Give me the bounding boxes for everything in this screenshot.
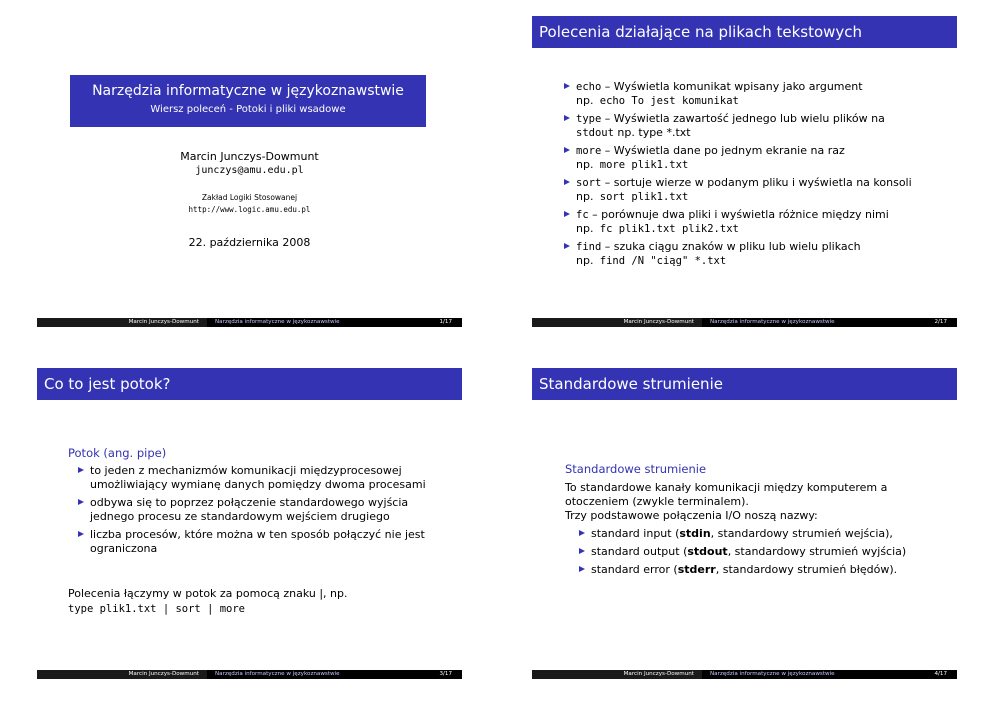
author-name: Marcin Junczys-Dowmunt bbox=[180, 150, 319, 163]
command-example: np. type *.txt bbox=[613, 126, 691, 139]
bullet-triangle-icon bbox=[564, 211, 570, 217]
bullet-triangle-icon bbox=[78, 531, 84, 537]
example-prefix: np. bbox=[576, 94, 594, 107]
page-number: 2/17 bbox=[934, 319, 947, 325]
frame-title: Polecenia działające na plikach tekstowych bbox=[532, 16, 957, 48]
bullet-triangle-icon bbox=[564, 243, 570, 249]
example-prefix: np. bbox=[576, 158, 594, 171]
command-name: find bbox=[576, 241, 602, 253]
pipe-example: type plik1.txt | sort | more bbox=[68, 603, 246, 615]
list-item-line: liczba procesów, które można w ten sposób połączyć nie jest bbox=[90, 528, 425, 541]
command-name: sort bbox=[576, 177, 602, 189]
command-description: – Wyświetla komunikat wpisany jako argument bbox=[601, 80, 863, 93]
list-item bbox=[562, 144, 952, 172]
bullet-triangle-icon bbox=[78, 467, 84, 473]
list-item bbox=[562, 80, 952, 108]
presentation-subtitle: Wiersz poleceń - Potoki i pliki wsadowe bbox=[150, 104, 346, 115]
list-item bbox=[562, 112, 952, 140]
pipe-list bbox=[76, 464, 456, 556]
command-name: fc bbox=[576, 209, 589, 221]
list-item-line: to jeden z mechanizmów komunikacji międzyprocesowej bbox=[90, 464, 402, 477]
institute-url: http://www.logic.amu.edu.pl bbox=[188, 205, 311, 214]
footer-title: Narzędzia informatyczne w językoznawstwie bbox=[702, 318, 957, 327]
command-description: – Wyświetla dane po jednym ekranie na raz bbox=[601, 144, 845, 157]
bullet-triangle-icon bbox=[579, 548, 585, 554]
bullet-triangle-icon bbox=[564, 83, 570, 89]
author-email: junczys@amu.edu.pl bbox=[195, 165, 304, 176]
block-title: Standardowe strumienie bbox=[565, 462, 707, 476]
list-item bbox=[562, 240, 952, 268]
list-item-text: , standardowy strumień wejścia), bbox=[710, 527, 893, 540]
command-example: find /N "ciąg" *.txt bbox=[593, 255, 727, 267]
footer-author: Marcin Junczys-Dowmunt bbox=[532, 670, 702, 679]
footer-author: Marcin Junczys-Dowmunt bbox=[532, 318, 702, 327]
command-name: echo bbox=[576, 81, 602, 93]
stream-name: stderr bbox=[677, 563, 716, 576]
command-example: fc plik1.txt plik2.txt bbox=[593, 223, 739, 235]
paragraph-line: Trzy podstawowe połączenia I/O noszą nazwy: bbox=[565, 509, 818, 522]
command-description: – szuka ciągu znaków w pliku lub wielu plikach bbox=[601, 240, 861, 253]
footer-title: Narzędzia informatyczne w językoznawstwie bbox=[702, 670, 957, 679]
footer-author: Marcin Junczys-Dowmunt bbox=[37, 318, 207, 327]
footer bbox=[37, 318, 462, 327]
footer bbox=[532, 670, 957, 679]
bullet-triangle-icon bbox=[564, 179, 570, 185]
example-prefix: np. bbox=[576, 254, 594, 267]
list-item bbox=[76, 496, 456, 524]
command-example: echo To jest komunikat bbox=[593, 95, 739, 107]
presentation-date: 22. października 2008 bbox=[188, 236, 311, 249]
footer bbox=[532, 318, 957, 327]
list-item bbox=[76, 464, 456, 492]
list-item-text: standard error ( bbox=[591, 563, 678, 576]
paragraph-line: otoczeniem (zwykle terminalem). bbox=[565, 495, 749, 508]
list-item-line: jednego procesu ze standardowym wejściem drugiego bbox=[90, 510, 390, 523]
list-item-text: , standardowy strumień wyjścia) bbox=[727, 545, 907, 558]
list-item bbox=[76, 528, 456, 556]
command-list bbox=[562, 80, 952, 268]
example-prefix: stdout bbox=[576, 127, 614, 139]
streams-list bbox=[577, 527, 952, 577]
bullet-triangle-icon bbox=[579, 530, 585, 536]
list-item-line: ograniczona bbox=[90, 542, 158, 555]
slide-4 bbox=[532, 368, 957, 679]
list-item bbox=[577, 545, 952, 559]
stream-name: stdin bbox=[679, 527, 711, 540]
command-description: – Wyświetla zawartość jednego lub wielu plików na bbox=[601, 112, 885, 125]
stream-name: stdout bbox=[687, 545, 728, 558]
list-item-text: , standardowy strumień błędów). bbox=[715, 563, 898, 576]
list-item-text: standard output ( bbox=[591, 545, 688, 558]
list-item-text: standard input ( bbox=[591, 527, 680, 540]
footer-title: Narzędzia informatyczne w językoznawstwie bbox=[207, 670, 462, 679]
list-item bbox=[562, 176, 952, 204]
slide-3 bbox=[37, 368, 462, 679]
list-item bbox=[577, 563, 952, 577]
footer-title: Narzędzia informatyczne w językoznawstwie bbox=[207, 318, 462, 327]
frame-title: Co to jest potok? bbox=[37, 368, 462, 400]
command-example: sort plik1.txt bbox=[593, 191, 689, 203]
bullet-triangle-icon bbox=[564, 115, 570, 121]
command-name: more bbox=[576, 145, 602, 157]
presentation-title: Narzędzia informatyczne w językoznawstwie bbox=[92, 83, 404, 99]
slide-2 bbox=[532, 16, 957, 327]
command-description: – sortuje wierze w podanym pliku i wyświetla na konsoli bbox=[601, 176, 912, 189]
command-example: more plik1.txt bbox=[593, 159, 689, 171]
slide-1 bbox=[37, 16, 462, 327]
list-item bbox=[562, 208, 952, 236]
title-box bbox=[70, 75, 426, 127]
bullet-triangle-icon bbox=[78, 499, 84, 505]
block-title: Potok (ang. pipe) bbox=[68, 446, 167, 460]
bullet-triangle-icon bbox=[564, 147, 570, 153]
list-item bbox=[577, 527, 952, 541]
list-item-line: umożliwiający wymianę danych pomiędzy dwoma procesami bbox=[90, 478, 426, 491]
page-number: 4/17 bbox=[934, 671, 947, 677]
footer bbox=[37, 670, 462, 679]
frame-title: Standardowe strumienie bbox=[532, 368, 957, 400]
footer-author: Marcin Junczys-Dowmunt bbox=[37, 670, 207, 679]
page-number: 1/17 bbox=[439, 319, 452, 325]
command-name: type bbox=[576, 113, 602, 125]
paragraph-line: To standardowe kanały komunikacji między komputerem a bbox=[565, 481, 888, 494]
bullet-triangle-icon bbox=[579, 566, 585, 572]
page-number: 3/17 bbox=[439, 671, 452, 677]
example-prefix: np. bbox=[576, 190, 594, 203]
list-item-line: odbywa się to poprzez połączenie standardowego wyjścia bbox=[90, 496, 409, 509]
streams-intro bbox=[565, 481, 887, 523]
example-prefix: np. bbox=[576, 222, 594, 235]
pipe-outro: Polecenia łączymy w potok za pomocą znaku |, np. bbox=[68, 587, 348, 600]
institute-name: Zakład Logiki Stosowanej bbox=[201, 193, 298, 202]
command-description: – porównuje dwa pliki i wyświetla różnice między nimi bbox=[588, 208, 889, 221]
